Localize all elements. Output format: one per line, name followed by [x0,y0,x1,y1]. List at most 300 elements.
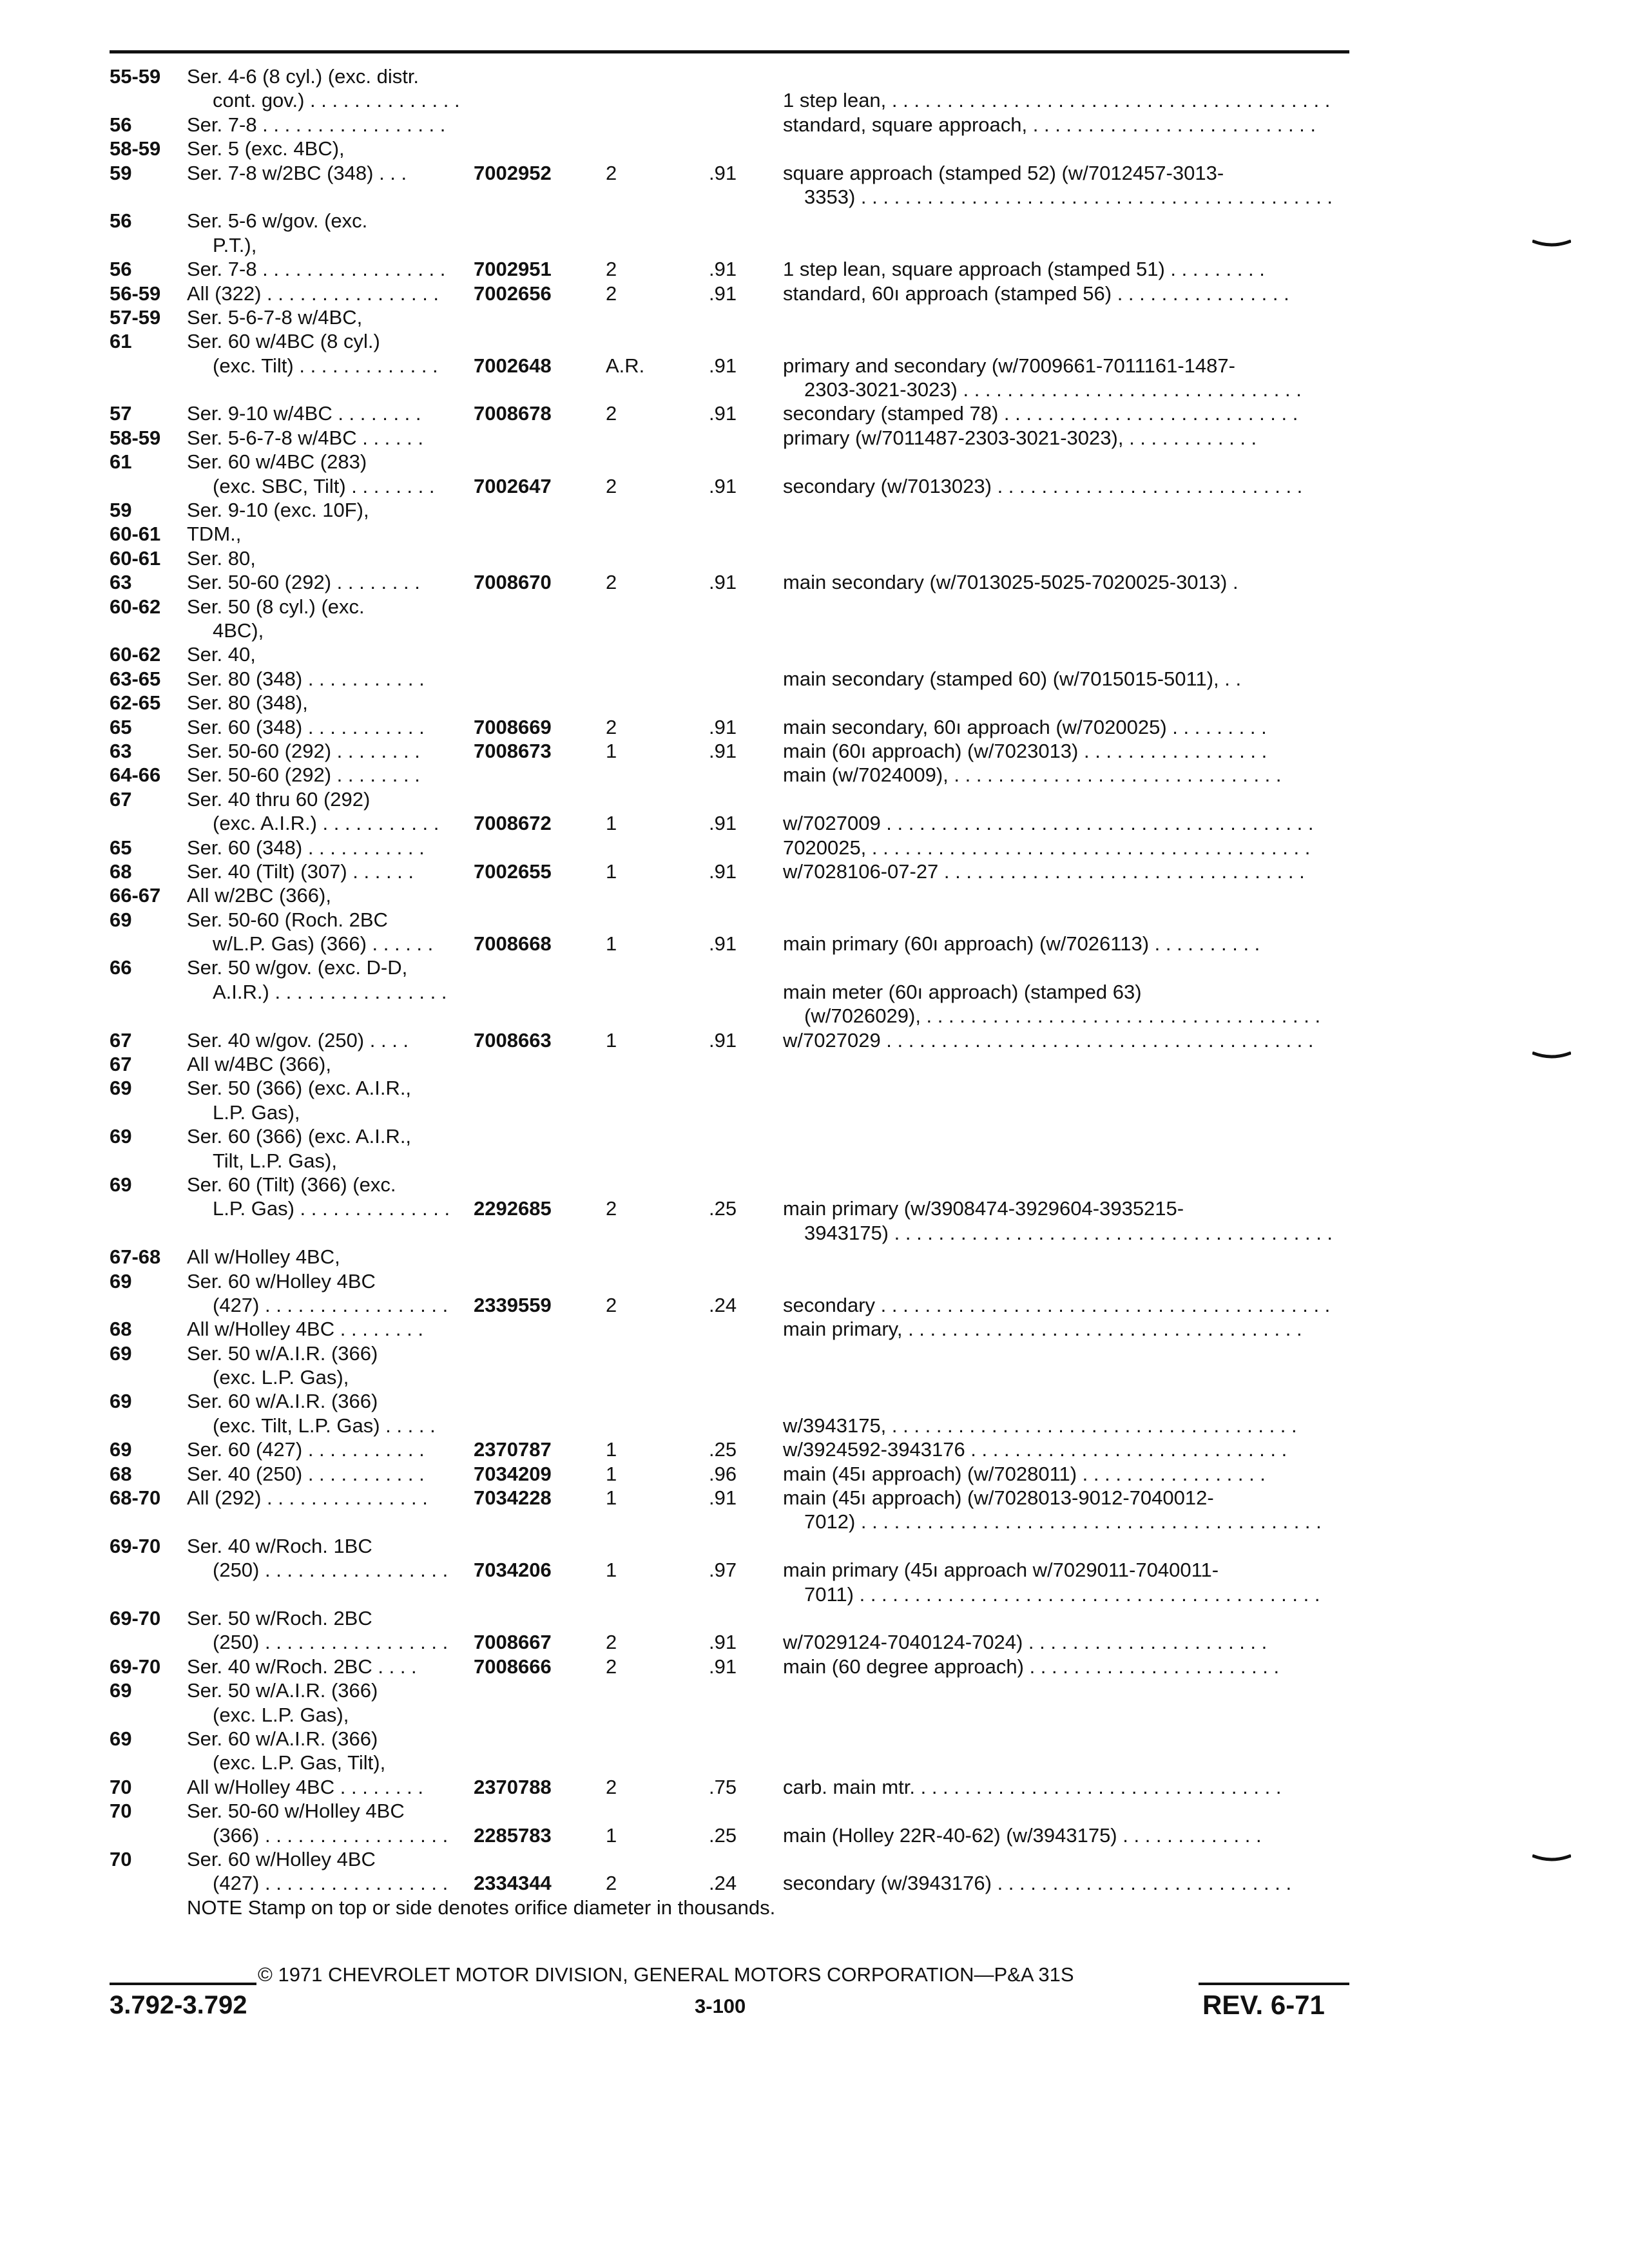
application: Ser. 60 (348) . . . . . . . . . . . [187,715,425,738]
description: w/3943175, . . . . . . . . . . . . . . . . . . . . . . . . . . . . . . . . . . . . . [783,1414,1297,1437]
description: main secondary (stamped 60) (w/7015015-5011), . . [783,667,1242,690]
description: w/7028106-07-27 . . . . . . . . . . . . . . . . . . . . . . . . . . . . . . . . . [783,860,1305,883]
application: All w/4BC (366), [187,1053,331,1076]
application: (427) . . . . . . . . . . . . . . . . . [213,1293,448,1316]
model-year: 57 [110,402,132,425]
page-number: 3-100 [695,1995,746,2017]
application: Ser. 40 w/gov. (250) . . . . [187,1028,409,1052]
model-year: 69 [110,1390,132,1413]
description: main primary (w/3908474-3929604-3935215- [783,1197,1184,1220]
catalog-row [0,185,1629,209]
quantity: 1 [606,1486,617,1510]
price: .91 [709,354,737,377]
catalog-row [0,522,1629,546]
catalog-row [0,1630,1629,1654]
quantity: 1 [606,1559,617,1582]
price: .25 [709,1823,737,1847]
application: 4BC), [213,619,264,642]
description: main (45ı approach) (w/7028011) . . . . . . . . . . . . . . . . . [783,1462,1266,1485]
application: Ser. 40 w/Roch. 1BC [187,1534,372,1557]
application: Ser. 40 w/Roch. 2BC . . . . [187,1655,417,1678]
model-year: 67 [110,1028,132,1052]
quantity: 1 [606,739,617,762]
description: main primary, . . . . . . . . . . . . . . . . . . . . . . . . . . . . . . . . . . . . [783,1318,1302,1341]
catalog-row [0,474,1629,498]
catalog-row [0,88,1629,112]
catalog-row [0,1149,1629,1173]
application: All w/Holley 4BC . . . . . . . . [187,1318,423,1341]
part-number: 7008668 [474,932,552,956]
model-year: 61 [110,450,132,474]
part-number: 7008673 [474,739,552,762]
catalog-row [0,305,1629,329]
quantity: 2 [606,161,617,184]
quantity: 2 [606,1631,617,1654]
application: (exc. A.I.R.) . . . . . . . . . . . [213,812,439,835]
model-year: 58-59 [110,426,161,449]
catalog-row [0,1245,1629,1269]
catalog-row [0,1414,1629,1437]
catalog-row [0,1558,1629,1582]
description: secondary . . . . . . . . . . . . . . . . . . . . . . . . . . . . . . . . . . . . . . . . . [783,1293,1331,1316]
price: .91 [709,812,737,835]
catalog-row [0,64,1629,88]
model-year: 69 [110,908,132,931]
quantity: 2 [606,571,617,594]
application: Ser. 50-60 (292) . . . . . . . . [187,764,420,787]
catalog-row [0,883,1629,907]
application: Ser. 50-60 w/Holley 4BC [187,1800,405,1823]
part-number: 7002951 [474,258,552,281]
part-number: 7008670 [474,571,552,594]
catalog-row [0,1847,1629,1871]
price: .96 [709,1462,737,1485]
part-number: 2370788 [474,1775,552,1798]
part-number: 7008666 [474,1655,552,1678]
price: .91 [709,161,737,184]
description: main primary (45ı approach w/7029011-7040011- [783,1559,1219,1582]
application: All (322) . . . . . . . . . . . . . . . . [187,282,439,305]
quantity: 2 [606,282,617,305]
application: Ser. 60 w/A.I.R. (366) [187,1390,378,1413]
description: 7020025, . . . . . . . . . . . . . . . . . . . . . . . . . . . . . . . . . . . . . . . . [783,836,1311,859]
model-year: 68 [110,860,132,883]
application: Ser. 40 (250) . . . . . . . . . . . [187,1462,425,1485]
model-year: 68 [110,1318,132,1341]
price: .91 [709,571,737,594]
catalog-row [0,1221,1629,1245]
application: Ser. 5-6-7-8 w/4BC, [187,305,363,329]
quantity: 1 [606,932,617,956]
application: Ser. 50-60 (292) . . . . . . . . [187,571,420,594]
description: standard, square approach, . . . . . . . . . . . . . . . . . . . . . . . . . . [783,113,1316,136]
application: Ser. 50 w/gov. (exc. D-D, [187,956,408,979]
quantity: 1 [606,812,617,835]
model-year: 70 [110,1775,132,1798]
application: Ser. 60 w/4BC (8 cyl.) [187,330,380,353]
part-number: 7008672 [474,812,552,835]
application: Ser. 60 w/Holley 4BC [187,1269,376,1293]
catalog-row [0,450,1629,474]
price: .91 [709,860,737,883]
application: Ser. 40 (Tilt) (307) . . . . . . [187,860,414,883]
model-year: 69 [110,1125,132,1148]
price: .91 [709,715,737,738]
model-year: 63-65 [110,667,161,690]
application: Ser. 7-8 . . . . . . . . . . . . . . . . . [187,113,446,136]
part-number: 7002647 [474,474,552,497]
quantity: 2 [606,1872,617,1895]
application: cont. gov.) . . . . . . . . . . . . . . [213,89,460,112]
model-year: 69 [110,1341,132,1365]
description: 2303-3021-3023) . . . . . . . . . . . . . . . . . . . . . . . . . . . . . . . [804,378,1302,401]
catalog-row [0,860,1629,883]
description: 3353) . . . . . . . . . . . . . . . . . . . . . . . . . . . . . . . . . . . . . . . . . . . [804,185,1333,208]
description: main (60ı approach) (w/7023013) . . . . . . . . . . . . . . . . . [783,739,1268,762]
price: .91 [709,739,737,762]
application: Ser. 50 (366) (exc. A.I.R., [187,1077,412,1100]
description: carb. main mtr. . . . . . . . . . . . . . . . . . . . . . . . . . . . . . . . . . [783,1775,1282,1798]
catalog-row [0,932,1629,956]
catalog-row [0,426,1629,450]
catalog-row [0,378,1629,401]
part-number: 7002952 [474,161,552,184]
description: main secondary (w/7013025-5025-7020025-3013) . [783,571,1239,594]
description: main primary (60ı approach) (w/7026113) . . . . . . . . . . [783,932,1260,956]
application: All (292) . . . . . . . . . . . . . . . [187,1486,428,1510]
application: TDM., [187,523,242,546]
model-year: 64-66 [110,764,161,787]
catalog-row [0,546,1629,570]
model-year: 60-61 [110,546,161,570]
price: .91 [709,1486,737,1510]
quantity: A.R. [606,354,645,377]
footer-rule-right [1199,1983,1349,1985]
catalog-row [0,1389,1629,1413]
part-number: 7002655 [474,860,552,883]
part-number: 7002656 [474,282,552,305]
quantity: 1 [606,1462,617,1485]
application: (exc. SBC, Tilt) . . . . . . . . [213,474,435,497]
catalog-row [0,498,1629,522]
price: .91 [709,402,737,425]
part-number: 7008669 [474,715,552,738]
catalog-row [0,1823,1629,1847]
description: secondary (w/7013023) . . . . . . . . . . . . . . . . . . . . . . . . . . . . [783,474,1303,497]
quantity: 1 [606,1028,617,1052]
catalog-row [0,956,1629,979]
application: Ser. 5-6 w/gov. (exc. [187,209,368,233]
catalog-row [0,1317,1629,1341]
catalog-row [0,1365,1629,1389]
catalog-row [0,1799,1629,1823]
catalog-row [0,137,1629,160]
application: (exc. L.P. Gas), [213,1366,349,1389]
catalog-row [0,161,1629,185]
model-year: 67-68 [110,1245,161,1269]
model-year: 61 [110,330,132,353]
part-number: 7002648 [474,354,552,377]
application: Ser. 50 w/Roch. 2BC [187,1607,372,1629]
catalog-row [0,1196,1629,1220]
catalog-row [0,1582,1629,1606]
quantity: 1 [606,860,617,883]
model-year: 69 [110,1269,132,1293]
catalog-row [0,1076,1629,1100]
application: Ser. 50 (8 cyl.) (exc. [187,595,365,618]
catalog-row [0,667,1629,691]
description: 1 step lean, square approach (stamped 51) . . . . . . . . . [783,258,1265,281]
model-year: 69-70 [110,1607,161,1629]
model-year: 69 [110,1077,132,1100]
model-year: 55-59 [110,65,161,88]
quantity: 2 [606,1293,617,1316]
application: (366) . . . . . . . . . . . . . . . . . [213,1823,448,1847]
copyright-line: © 1971 CHEVROLET MOTOR DIVISION, GENERAL MOTORS CORPORATION—P&A 31S [258,1963,1074,1986]
application: Ser. 50 w/A.I.R. (366) [187,1679,378,1702]
application: Ser. 5 (exc. 4BC), [187,137,345,160]
model-year: 56-59 [110,282,161,305]
description: 1 step lean, . . . . . . . . . . . . . . . . . . . . . . . . . . . . . . . . . . . . . . . . [783,89,1331,112]
quantity: 2 [606,1775,617,1798]
part-number: 7008663 [474,1028,552,1052]
catalog-row [0,691,1629,715]
revision-label: REV. 6-71 [1202,1990,1325,2020]
catalog-row [0,619,1629,642]
description: primary and secondary (w/7009661-7011161-1487- [783,354,1235,377]
application: All w/Holley 4BC, [187,1245,340,1269]
price: .24 [709,1872,737,1895]
catalog-row [0,329,1629,353]
catalog-row [0,1269,1629,1293]
application: P.T.), [213,233,257,256]
application: Ser. 60 (427) . . . . . . . . . . . [187,1438,425,1461]
description: w/3924592-3943176 . . . . . . . . . . . . . . . . . . . . . . . . . . . . . [783,1438,1287,1461]
catalog-row [0,1703,1629,1727]
catalog-row [0,570,1629,594]
application: Ser. 7-8 . . . . . . . . . . . . . . . . . [187,258,446,281]
description: main (w/7024009), . . . . . . . . . . . . . . . . . . . . . . . . . . . . . . [783,764,1282,787]
application: Ser. 50 w/A.I.R. (366) [187,1341,378,1365]
catalog-row [0,642,1629,666]
application: Ser. 60 w/4BC (283) [187,450,367,474]
model-year: 66-67 [110,884,161,907]
catalog-row [0,811,1629,835]
quantity: 2 [606,715,617,738]
model-year: 69 [110,1438,132,1461]
price: .91 [709,1028,737,1052]
model-year: 67 [110,1053,132,1076]
model-year: 60-62 [110,643,161,666]
catalog-row [0,257,1629,281]
catalog-row [0,787,1629,811]
description: 7011) . . . . . . . . . . . . . . . . . . . . . . . . . . . . . . . . . . . . . . . . . . [804,1582,1320,1606]
model-year: 69-70 [110,1534,161,1557]
model-year: 56 [110,209,132,233]
part-number: 7034209 [474,1462,552,1485]
application: Ser. 60 (366) (exc. A.I.R., [187,1125,412,1148]
model-year: 67 [110,787,132,811]
application: (427) . . . . . . . . . . . . . . . . . [213,1872,448,1895]
model-year: 60-61 [110,523,161,546]
application: Ser. 80, [187,546,256,570]
part-number: 7034228 [474,1486,552,1510]
quantity: 1 [606,1438,617,1461]
top-rule [110,50,1349,53]
section-reference: 3.792-3.792 [110,1991,247,2019]
description: 3943175) . . . . . . . . . . . . . . . . . . . . . . . . . . . . . . . . . . . . . . . . [804,1221,1333,1244]
catalog-row [0,1293,1629,1317]
catalog-row [0,980,1629,1004]
catalog-row [0,1606,1629,1630]
model-year: 68 [110,1462,132,1485]
quantity: 2 [606,402,617,425]
model-year: 60-62 [110,595,161,618]
price: .24 [709,1293,737,1316]
application: Ser. 5-6-7-8 w/4BC . . . . . . [187,426,423,449]
catalog-row [0,595,1629,619]
model-year: 56 [110,113,132,136]
application: (exc. L.P. Gas), [213,1703,349,1726]
application: Ser. 80 (348), [187,691,308,715]
application: A.I.R.) . . . . . . . . . . . . . . . . [213,980,447,1003]
catalog-row [0,1004,1629,1028]
description: 7012) . . . . . . . . . . . . . . . . . . . . . . . . . . . . . . . . . . . . . . . . . . [804,1510,1322,1533]
catalog-row [0,1871,1629,1895]
model-year: 57-59 [110,305,161,329]
model-year: 65 [110,836,132,859]
price: .91 [709,1631,737,1654]
application: Ser. 50-60 (Roch. 2BC [187,908,388,931]
description: main secondary, 60ı approach (w/7020025) . . . . . . . . . [783,715,1267,738]
description: w/7027029 . . . . . . . . . . . . . . . . . . . . . . . . . . . . . . . . . . . . . . . [783,1028,1314,1052]
application: Ser. 4-6 (8 cyl.) (exc. distr. [187,65,419,88]
catalog-row [0,1052,1629,1076]
description: main (45ı approach) (w/7028013-9012-7040012- [783,1486,1214,1510]
application: Ser. 80 (348) . . . . . . . . . . . [187,667,425,690]
description: standard, 60ı approach (stamped 56) . . . . . . . . . . . . . . . . [783,282,1289,305]
application: Ser. 50-60 (292) . . . . . . . . [187,739,420,762]
part-number: 7034206 [474,1559,552,1582]
price: .91 [709,932,737,956]
catalog-row [0,1655,1629,1678]
application: Ser. 7-8 w/2BC (348) . . . [187,161,407,184]
description: main (60 degree approach) . . . . . . . . . . . . . . . . . . . . . . . [783,1655,1280,1678]
application: (250) . . . . . . . . . . . . . . . . . [213,1559,448,1582]
description: main (Holley 22R-40-62) (w/3943175) . . . . . . . . . . . . . [783,1823,1262,1847]
binding-mark [1532,1854,1571,1862]
application: Tilt, L.P. Gas), [213,1149,337,1172]
application: All w/2BC (366), [187,884,331,907]
catalog-row [0,739,1629,763]
price: .25 [709,1197,737,1220]
catalog-row [0,1028,1629,1052]
model-year: 65 [110,715,132,738]
description: secondary (w/3943176) . . . . . . . . . . . . . . . . . . . . . . . . . . . [783,1872,1292,1895]
application: (250) . . . . . . . . . . . . . . . . . [213,1631,448,1654]
catalog-row [0,1437,1629,1461]
catalog-row [0,1462,1629,1486]
model-year: 69 [110,1727,132,1750]
catalog-row [0,233,1629,257]
application: Ser. 60 (348) . . . . . . . . . . . [187,836,425,859]
application: (exc. L.P. Gas, Tilt), [213,1751,386,1774]
model-year: 69 [110,1173,132,1196]
catalog-row [0,354,1629,378]
model-year: 63 [110,571,132,594]
application: Ser. 60 w/A.I.R. (366) [187,1727,378,1750]
quantity: 1 [606,1823,617,1847]
model-year: 69-70 [110,1655,161,1678]
catalog-row [0,1775,1629,1799]
application: Ser. 40, [187,643,256,666]
catalog-row [0,908,1629,932]
model-year: 66 [110,956,132,979]
catalog-row [0,836,1629,860]
binding-mark [1532,240,1571,247]
description: square approach (stamped 52) (w/7012457-3013- [783,161,1224,184]
catalog-row [0,209,1629,233]
model-year: 59 [110,499,132,522]
application: Ser. 9-10 (exc. 10F), [187,499,369,522]
application: Ser. 60 (Tilt) (366) (exc. [187,1173,396,1196]
catalog-row [0,113,1629,137]
catalog-row [0,1100,1629,1124]
description: w/7027009 . . . . . . . . . . . . . . . . . . . . . . . . . . . . . . . . . . . . . . . [783,812,1314,835]
description: (w/7026029), . . . . . . . . . . . . . . . . . . . . . . . . . . . . . . . . . . . . [804,1004,1321,1028]
catalog-row [0,1510,1629,1533]
catalog-row [0,282,1629,305]
application: Ser. 9-10 w/4BC . . . . . . . . [187,402,421,425]
application: All w/Holley 4BC . . . . . . . . [187,1775,423,1798]
application: w/L.P. Gas) (366) . . . . . . [213,932,434,956]
application: Ser. 60 w/Holley 4BC [187,1847,376,1870]
quantity: 2 [606,1197,617,1220]
description: main meter (60ı approach) (stamped 63) [783,980,1142,1003]
price: .91 [709,258,737,281]
part-number: 2339559 [474,1293,552,1316]
catalog-row [0,1124,1629,1148]
application: L.P. Gas), [213,1100,300,1124]
catalog-note: NOTE Stamp on top or side denotes orifice diameter in thousands. [187,1896,776,1919]
model-year: 62-65 [110,691,161,715]
parts-catalog-table [0,64,1629,1896]
quantity: 2 [606,258,617,281]
catalog-row [0,763,1629,787]
model-year: 69 [110,1679,132,1702]
footer-rule-left [110,1983,256,1985]
application: (exc. Tilt, L.P. Gas) . . . . . [213,1414,436,1437]
catalog-row [0,1173,1629,1196]
model-year: 56 [110,258,132,281]
catalog-row [0,715,1629,739]
description: primary (w/7011487-2303-3021-3023), . . . . . . . . . . . . [783,426,1257,449]
part-number: 7008667 [474,1631,552,1654]
model-year: 68-70 [110,1486,161,1510]
description: w/7029124-7040124-7024) . . . . . . . . . . . . . . . . . . . . . . [783,1631,1268,1654]
quantity: 2 [606,474,617,497]
price: .25 [709,1438,737,1461]
catalog-row [0,1751,1629,1774]
model-year: 59 [110,161,132,184]
part-number: 2292685 [474,1197,552,1220]
catalog-row [0,1678,1629,1702]
application: L.P. Gas) . . . . . . . . . . . . . . [213,1197,450,1220]
catalog-row [0,1341,1629,1365]
quantity: 2 [606,1655,617,1678]
description: secondary (stamped 78) . . . . . . . . . . . . . . . . . . . . . . . . . . . [783,402,1298,425]
part-number: 2370787 [474,1438,552,1461]
